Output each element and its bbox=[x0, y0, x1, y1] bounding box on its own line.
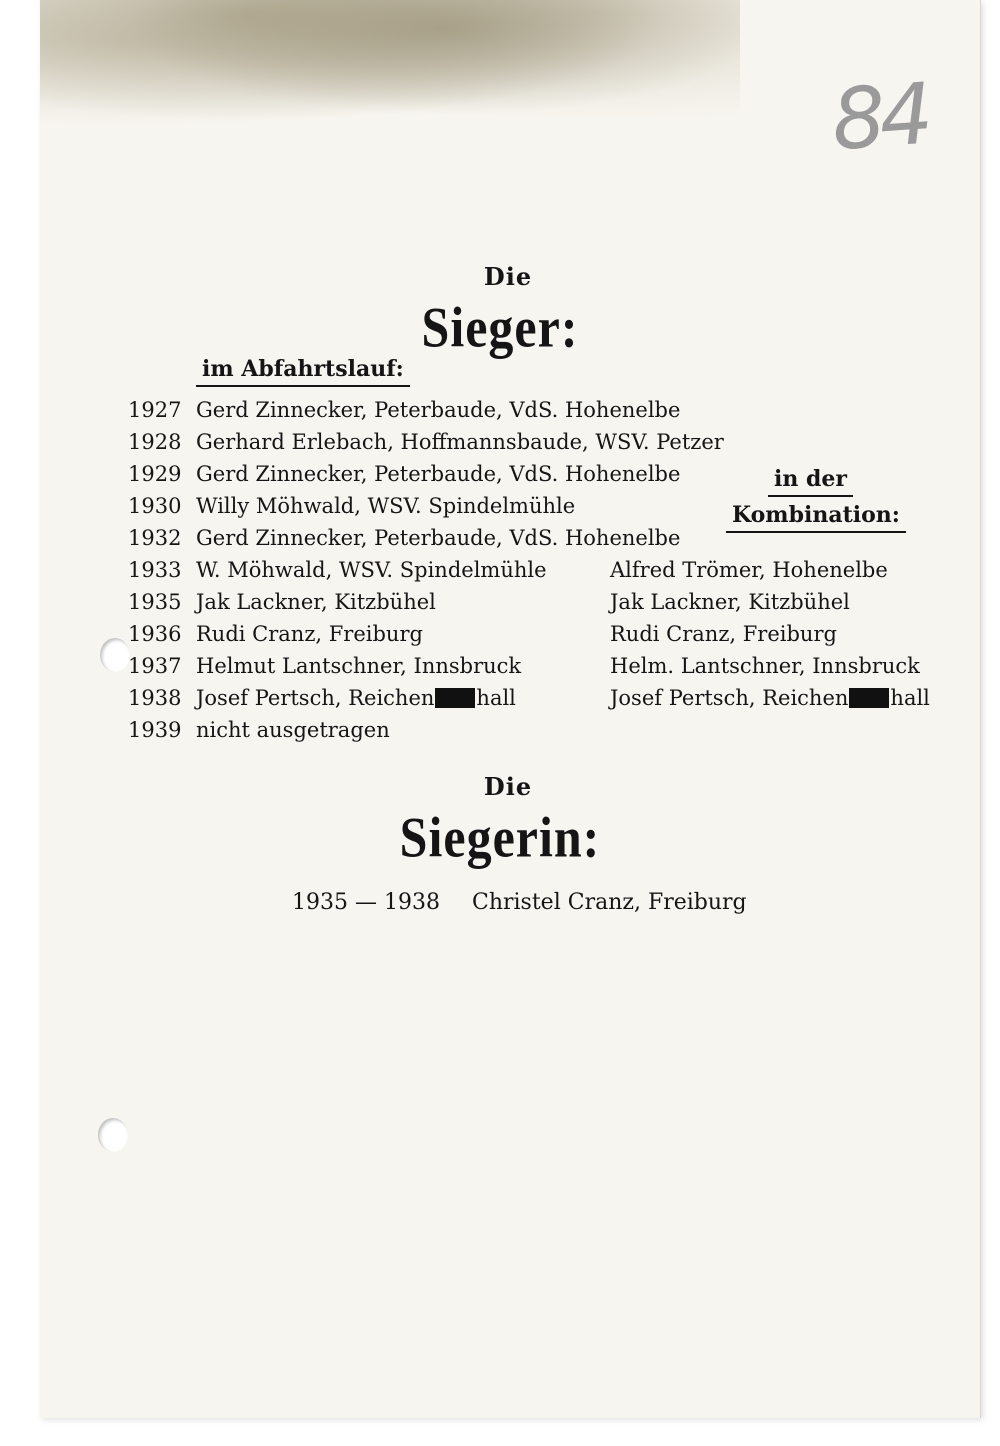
combination-winner: Helm. Lantschner, Innsbruck bbox=[610, 654, 920, 678]
downhill-winner: W. Möhwald, WSV. Spindelmühle bbox=[196, 558, 547, 582]
year: 1936 bbox=[128, 622, 182, 646]
downhill-winner-part2: hall bbox=[476, 686, 516, 710]
combination-winner-part1: Josef Pertsch, Reichen bbox=[610, 686, 849, 710]
downhill-winner: Gerd Zinnecker, Peterbaude, VdS. Hohenelbe bbox=[196, 526, 681, 550]
downhill-winner: nicht ausgetragen bbox=[196, 718, 390, 742]
combination-winner: Rudi Cranz, Freiburg bbox=[610, 622, 837, 646]
heading-siegerin bbox=[380, 804, 620, 871]
result-row bbox=[0, 398, 1000, 430]
combination-winner-part2: hall bbox=[890, 686, 930, 710]
section-combination-line1: in der bbox=[768, 466, 853, 497]
heading-siegerin-colon: : bbox=[582, 804, 601, 870]
year: 1939 bbox=[128, 718, 182, 742]
handwritten-page-number: 84 bbox=[828, 64, 931, 170]
downhill-winner: Jak Lackner, Kitzbühel bbox=[196, 590, 436, 614]
heading-sieger bbox=[400, 294, 600, 361]
result-row bbox=[0, 494, 1000, 526]
year: 1927 bbox=[128, 398, 182, 422]
result-row bbox=[0, 622, 1000, 654]
redaction-bar bbox=[435, 688, 475, 708]
year: 1928 bbox=[128, 430, 182, 454]
combination-winner: Alfred Trömer, Hohenelbe bbox=[610, 558, 888, 582]
downhill-winner: Helmut Lantschner, Innsbruck bbox=[196, 654, 522, 678]
result-row bbox=[0, 686, 1000, 718]
heading-sieger-colon: : bbox=[560, 294, 579, 360]
result-row bbox=[0, 430, 1000, 462]
downhill-winner-part1: Josef Pertsch, Reichen bbox=[196, 686, 435, 710]
downhill-winner: Gerhard Erlebach, Hoffmannsbaude, WSV. Petzer bbox=[196, 430, 724, 454]
result-row bbox=[0, 654, 1000, 686]
downhill-winner: Gerd Zinnecker, Peterbaude, VdS. Hohenelbe bbox=[196, 462, 681, 486]
women-winner-name: Christel Cranz, Freiburg bbox=[472, 890, 747, 915]
result-row bbox=[0, 718, 1000, 750]
year: 1937 bbox=[128, 654, 182, 678]
year: 1938 bbox=[128, 686, 182, 710]
heading-sieger-text: Sieger bbox=[421, 294, 561, 360]
redaction-bar bbox=[849, 688, 889, 708]
result-row bbox=[0, 526, 1000, 558]
section-downhill-label: im Abfahrtslauf: bbox=[196, 356, 410, 387]
punch-hole-bottom bbox=[98, 1118, 128, 1152]
result-row bbox=[0, 462, 1000, 494]
heading-die-2: Die bbox=[483, 772, 533, 801]
result-row bbox=[0, 590, 1000, 622]
section-combination-line2: Kombination: bbox=[726, 502, 906, 533]
downhill-winner: Gerd Zinnecker, Peterbaude, VdS. Hohenelbe bbox=[196, 398, 681, 422]
year: 1935 bbox=[128, 590, 182, 614]
year: 1929 bbox=[128, 462, 182, 486]
year: 1930 bbox=[128, 494, 182, 518]
year: 1932 bbox=[128, 526, 182, 550]
downhill-winner: Willy Möhwald, WSV. Spindelmühle bbox=[196, 494, 576, 518]
heading-die: Die bbox=[483, 262, 533, 291]
downhill-winner bbox=[196, 686, 516, 710]
year: 1933 bbox=[128, 558, 182, 582]
result-row bbox=[0, 558, 1000, 590]
women-winner-years: 1935 — 1938 bbox=[292, 890, 440, 915]
combination-winner: Jak Lackner, Kitzbühel bbox=[610, 590, 850, 614]
combination-winner bbox=[610, 686, 930, 710]
downhill-winner: Rudi Cranz, Freiburg bbox=[196, 622, 423, 646]
heading-siegerin-text: Siegerin bbox=[399, 804, 583, 870]
